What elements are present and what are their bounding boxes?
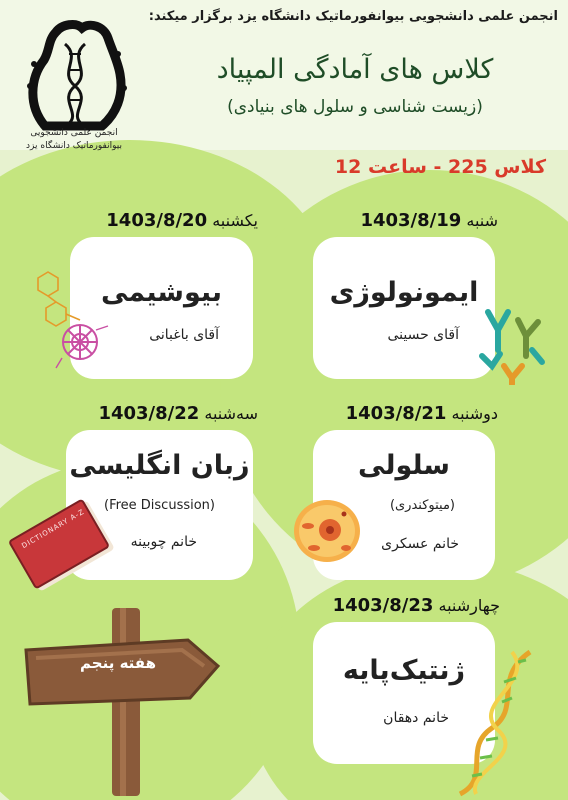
logo-caption: بیوانفورماتیک دانشگاه یزد [26, 141, 122, 151]
class-teacher: خانم دهقان [383, 710, 449, 726]
cell-icon [292, 496, 362, 566]
signpost-icon [20, 606, 280, 796]
class-subject: زبان انگلیسی [69, 450, 250, 481]
organizer-line: انجمن علمی دانشجویی بیوانفورماتیک دانشگاه یزد برگزار میکند: [148, 9, 558, 24]
day-label: چهارشنبه 1403/8/23 [332, 595, 500, 616]
signpost-label: هفته پنجم [80, 654, 156, 672]
class-note: (Free Discussion) [104, 498, 215, 513]
class-card [313, 237, 495, 379]
logo-caption: انجمن علمی دانشجویی [30, 128, 118, 138]
class-teacher: خانم چوبینه [130, 534, 197, 550]
class-subject: ایمونولوژی [329, 277, 479, 308]
class-subject: سلولی [358, 450, 450, 481]
page-subtitle: (زیست شناسی و سلول های بنیادی) [227, 97, 483, 117]
dna-helix-icon [452, 648, 542, 798]
day-label: شنبه 1403/8/19 [360, 210, 498, 231]
class-card [66, 430, 253, 580]
antibody-icon [470, 300, 550, 385]
class-teacher: خانم عسکری [381, 536, 459, 552]
class-teacher: آقای باغبانی [149, 327, 219, 343]
page-title: کلاس های آمادگی المپیاد [216, 54, 494, 85]
dictionary-book-icon: DICTIONARY A-Z [8, 498, 110, 589]
day-label: سه‌شنبه 1403/8/22 [98, 403, 258, 424]
day-label: دوشنبه 1403/8/21 [345, 403, 498, 424]
class-subject: ژنتیک‌پایه [342, 655, 466, 686]
class-note: (میتوکندری) [389, 498, 455, 513]
day-label: یکشنبه 1403/8/20 [106, 210, 258, 231]
class-teacher: آقای حسینی [387, 327, 459, 343]
class-subject: بیوشیمی [100, 277, 223, 308]
molecule-icon [22, 268, 112, 378]
session-info: کلاس 225 - ساعت 12 [334, 156, 546, 178]
